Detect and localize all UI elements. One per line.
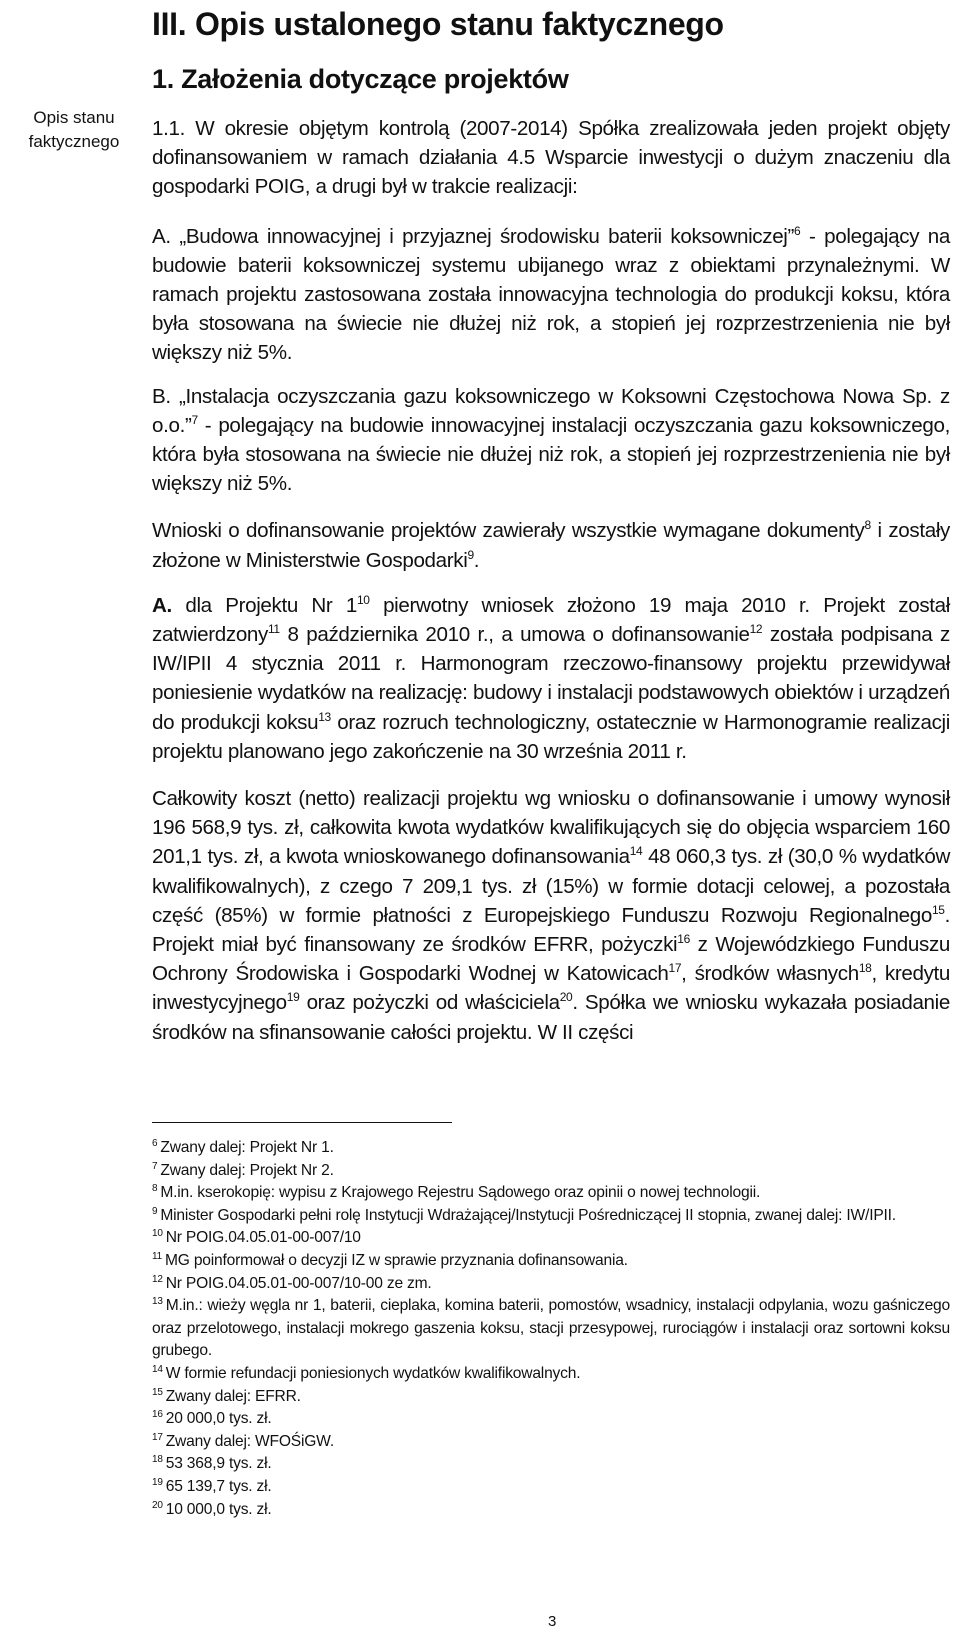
footnote-number: 7 [152,1160,158,1172]
footnote-ref[interactable]: 20 [559,990,573,1005]
paragraph-intro-text: 1.1. W okresie objętym kontrolą (2007-2014) Spółka zrealizowała jeden projekt objęty dofinansowaniem w ramach działania 4.5 Wsparcie inwestycji o dużym znaczeniu dla gospodarki POIG, a drugi był w trakcie realizacji: [152,117,950,199]
text: . [473,548,480,572]
text: Całkowity koszt (netto) realizacji projektu wg wniosku o dofinansowanie i umowy wynosił 196 568,9 tys. zł, całkowita kwota wydatków kwalifikujących się do objęcia wsparciem 160 201,1 tys. zł, a kwota wnioskowanego dofinansowania [152,787,950,869]
text: oraz pożyczki od właściciela [299,991,560,1015]
footnote [152,1273,950,1296]
paragraph-project-b [152,382,950,499]
footnote-text: Zwany dalej: WFOŚiGW. [165,1432,334,1450]
footnote-number: 14 [152,1363,163,1375]
paragraph-applications [152,516,950,574]
footnote-number: 8 [152,1183,158,1195]
footnote-number: 9 [152,1205,158,1217]
subsection-heading: 1. Założenia dotyczące projektów [152,64,569,94]
paragraph-project-a [152,222,950,368]
main-content [152,0,950,1047]
footnote [152,1182,950,1205]
text: pierwotny wniosek złożono 19 maja 2010 r. Projekt został zatwierdzony [152,593,950,647]
footnote-number: 18 [152,1454,163,1466]
text: . Spółka we wniosku wykazała posiadanie środków na sfinansowanie całości projektu. W II części [152,991,950,1044]
page-number: 3 [548,1613,557,1630]
text: , środków własnych [681,962,859,986]
footnote-ref[interactable]: 13 [318,709,331,724]
footnote-number: 15 [152,1386,163,1398]
text: i zostały złożone w Ministerstwie Gospodarki [152,519,950,572]
footnote-number: 19 [152,1476,163,1488]
item-label: A. [152,593,172,617]
footnote [152,1160,950,1183]
footnote [152,1227,950,1250]
text: A. „Budowa innowacyjnej i przyjaznej środowisku baterii koksowniczej” [152,224,795,248]
footnote-number: 16 [152,1409,163,1421]
footnote-number: 13 [152,1296,163,1308]
footnote-number: 10 [152,1228,163,1240]
text: . Projekt miał być finansowany ze środków EFRR, pożyczki [152,903,950,957]
footnote [152,1476,950,1499]
footnote-ref[interactable]: 11 [267,622,280,637]
paragraph-costs [152,784,950,1047]
footnote-ref[interactable]: 14 [629,844,643,859]
footnote-ref[interactable]: 16 [677,932,690,947]
text: 48 060,3 tys. zł (30,0 % wydatków kwalifikowalnych), z czego 7 209,1 tys. zł (15%) w formie dotacji celowej, a pozostała część (85%) w formie płatności z Europejskiego Funduszu Rozwoju Regionalnego [152,845,950,927]
section-heading: III. Opis ustalonego stanu faktycznego [152,6,724,42]
footnote-number: 11 [152,1250,162,1262]
footnote-text: W formie refundacji poniesionych wydatków kwalifikowalnych. [165,1364,581,1382]
footnote [152,1250,950,1273]
footnote-ref[interactable]: 19 [286,990,300,1005]
text: z Wojewódzkiego Funduszu Ochrony Środowiska i Gospodarki Wodnej w Katowicach [152,933,950,986]
footnote-ref[interactable]: 18 [858,961,872,976]
footnote-number: 12 [152,1273,163,1285]
footnote-ref[interactable]: 9 [467,547,474,562]
footnote-ref[interactable]: 7 [191,412,198,427]
footnote-ref[interactable]: 10 [356,592,370,607]
text: - polegający na budowie baterii koksowniczej systemu ubijanego wraz z obiektami przynależnymi. W ramach projektu zastosowana została innowacyjna technologia do produkcji koksu, która była stosowana na świecie nie dłużej niż rok, a stopień jej rozprzestrzenienia nie był większy niż 5%. [152,224,950,365]
footnote-text: Minister Gospodarki pełni rolę Instytucji Wdrażającej/Instytucji Pośredniczącej II stopnia, zwanej dalej: IW/IPII. [160,1206,896,1224]
footnotes [152,1137,950,1521]
footnote-text: Zwany dalej: EFRR. [165,1387,301,1405]
footnote-text: 20 000,0 tys. zł. [165,1410,272,1428]
footnote-ref[interactable]: 6 [794,223,801,238]
footnote [152,1408,950,1431]
text: oraz rozruch technologiczny, ostatecznie w Harmonogramie realizacji projektu planowano jego zakończenie na 30 września 2011 r. [152,710,950,763]
footnote-text: Zwany dalej: Projekt Nr 1. [160,1139,334,1156]
footnote-text: 53 368,9 tys. zł. [165,1455,272,1473]
footnote-text: 65 139,7 tys. zł. [165,1477,272,1495]
footnote [152,1431,950,1454]
footnote-text: Nr POIG.04.05.01-00-007/10 [165,1229,361,1247]
footnote-number: 6 [152,1138,158,1149]
footnote [152,1137,950,1160]
paragraph-intro [152,114,950,202]
footnote-text: M.in. kserokopię: wypisu z Krajowego Rejestru Sądowego oraz opinii o nowej technologii. [160,1184,761,1202]
footnote [152,1363,950,1386]
footnote [152,1499,950,1522]
footnote [152,1453,950,1476]
text: Wnioski o dofinansowanie projektów zawierały wszystkie wymagane dokumenty [152,519,865,543]
footnote-ref[interactable]: 8 [864,518,871,533]
footnote-number: 20 [152,1499,163,1511]
text: - polegający na budowie innowacyjnej instalacji oczyszczania gazu koksowniczego, która była stosowana na świecie nie dłużej niż rok, a stopień jej rozprzestrzenienia nie był większy niż 5%. [152,413,950,496]
footnote-text: 10 000,0 tys. zł. [165,1500,272,1518]
footnote-number: 17 [152,1431,163,1443]
footnote-text: Zwany dalej: Projekt Nr 2. [160,1161,334,1179]
margin-note-line1: Opis stanu [33,108,115,127]
footnote [152,1295,950,1363]
footnote [152,1386,950,1409]
text: , kredytu inwestycyjnego [152,962,950,1015]
footnote-ref[interactable]: 12 [749,622,763,637]
margin-note-line2: faktycznego [28,132,120,151]
text: dla Projektu Nr 1 [171,593,357,617]
paragraph-project-1-timeline [152,591,950,766]
footnote-ref[interactable]: 17 [668,961,682,976]
text: B. „Instalacja oczyszczania gazu koksowniczego w Koksowni Częstochowa Nowa Sp. z o.o.” [152,384,950,437]
footnote-text: Nr POIG.04.05.01-00-007/10-00 ze zm. [165,1274,432,1292]
body-text [152,114,950,1047]
margin-note [12,106,136,154]
footnote-separator [152,1122,452,1123]
text: została podpisana z IW/IPII 4 stycznia 2011 r. Harmonogram rzeczowo-finansowy projektu przewidywał poniesienie wydatków na realizację: budowy i instalacji podstawowych obiektów i urządzeń do produkcji koksu [152,623,950,734]
footnote-ref[interactable]: 15 [931,902,945,917]
footnote-text: M.in.: wieży węgla nr 1, baterii, cieplaka, komina baterii, pomostów, wsadnicy, instalacji odpylania, wozu gaśniczego oraz przelotowego, instalacji mokrego gaszenia koksu, stacji przesypowej, rurociągów i instalacji oraz sortowni koksu grubego. [152,1297,950,1360]
footnote [152,1205,950,1228]
text: 8 października 2010 r., a umowa o dofinansowanie [279,623,750,647]
footnote-text: MG poinformował o decyzji IZ w sprawie przyznania dofinansowania. [164,1251,628,1269]
